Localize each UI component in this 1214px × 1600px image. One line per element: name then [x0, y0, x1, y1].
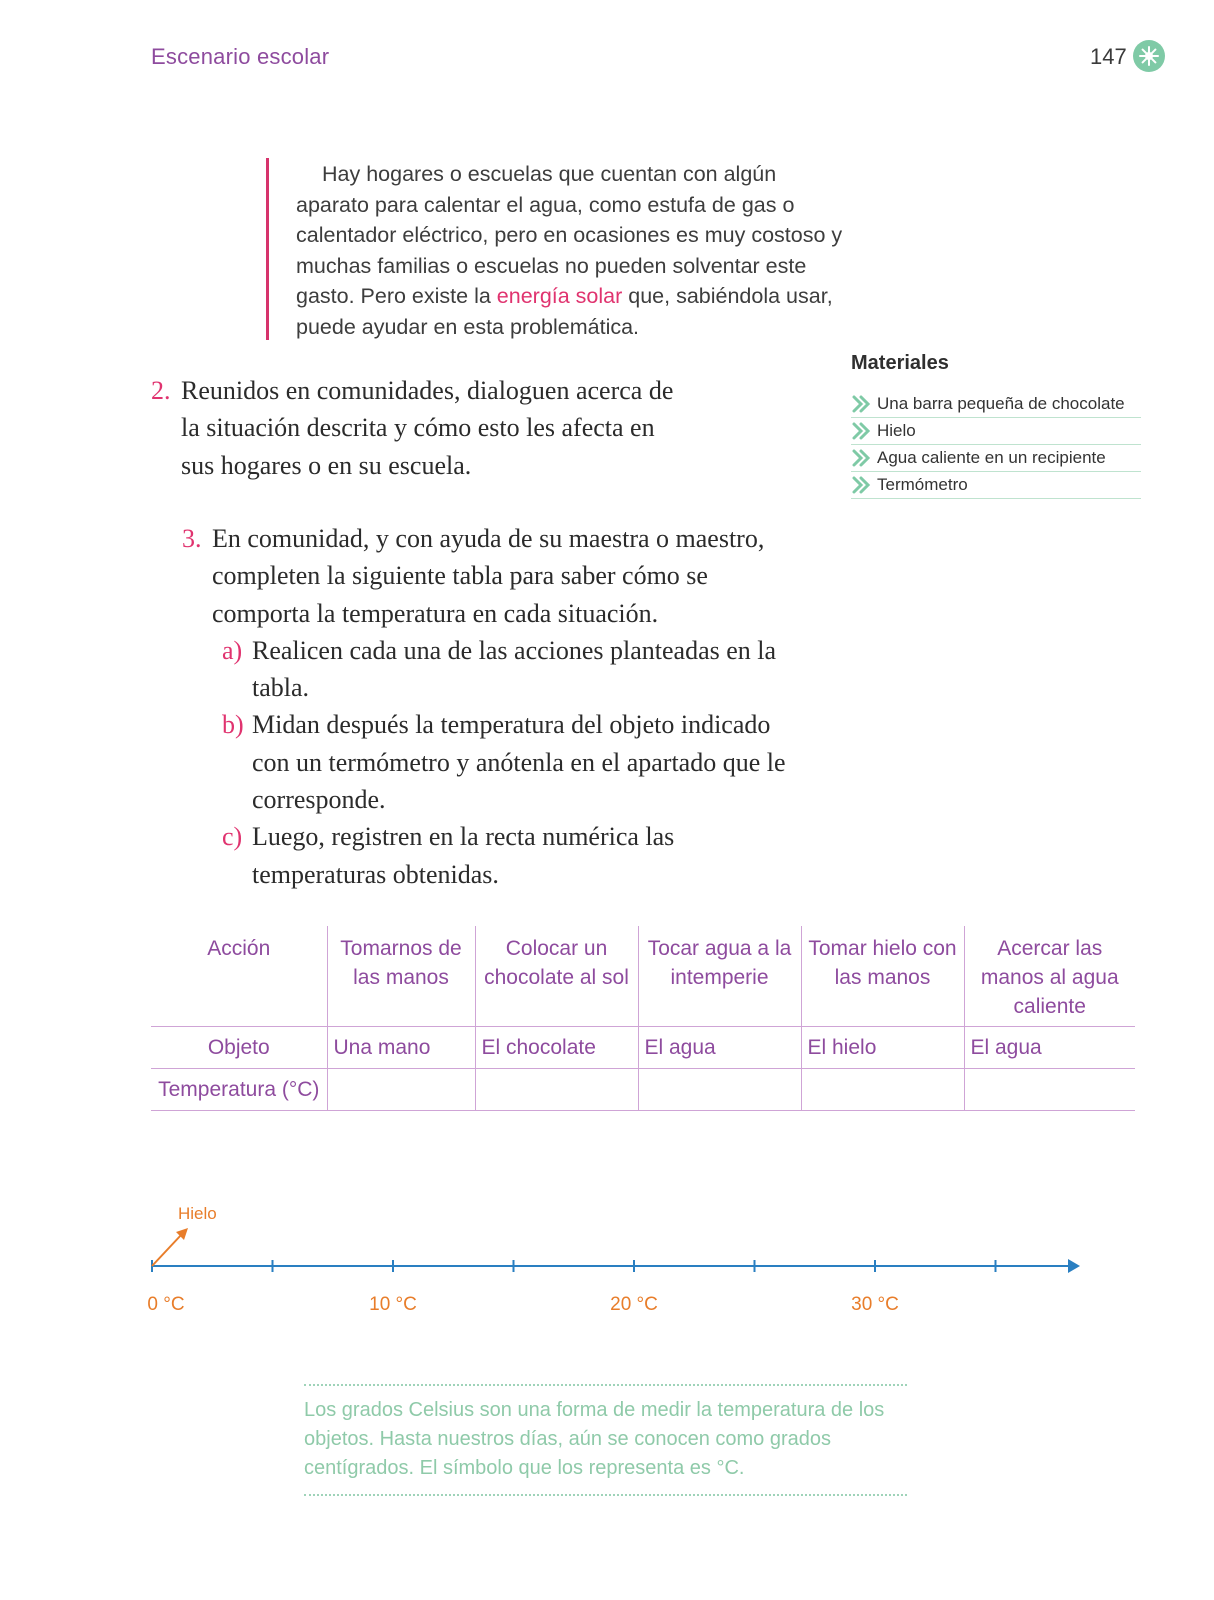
- intro-accent-bar: [266, 158, 269, 340]
- subitem-letter: c): [222, 822, 243, 852]
- table-row-objects: [151, 1027, 1135, 1069]
- activity-number: 2.: [151, 376, 171, 405]
- materials-item-label: Agua caliente en un recipiente: [877, 448, 1106, 467]
- table-cell: El agua: [638, 1027, 801, 1069]
- table-cell: Una mano: [327, 1027, 475, 1069]
- table-row-actions: [151, 926, 1135, 1027]
- subitem-b: [222, 706, 802, 818]
- table-cell: El agua: [964, 1027, 1135, 1069]
- tick-label-0: 0 °C: [147, 1294, 185, 1315]
- temperature-entry-cell[interactable]: [964, 1069, 1135, 1111]
- tick-label-30: 30 °C: [851, 1294, 899, 1315]
- materials-box: [851, 352, 1141, 499]
- temperature-entry-cell[interactable]: [638, 1069, 801, 1111]
- table-header-cell: Tocar agua a la intemperie: [638, 926, 801, 1027]
- subitem-text: Realicen cada una de las acciones planteadas en la tabla.: [252, 635, 777, 703]
- materials-item-label: Termómetro: [877, 475, 968, 494]
- row-label-object: Objeto: [151, 1027, 327, 1069]
- number-line-arrowhead: [1068, 1259, 1080, 1273]
- activity-number: 3.: [182, 524, 202, 553]
- intro-highlight: energía solar: [496, 284, 623, 308]
- tick-label-20: 20 °C: [610, 1294, 658, 1315]
- temperature-entry-cell[interactable]: [327, 1069, 475, 1111]
- activity-text: Reunidos en comunidades, dialoguen acerca de la situación descrita y cómo esto les afecta en sus hogares o en su escuela.: [181, 376, 674, 480]
- subitem-text: Midan después la temperatura del objeto indicado con un termómetro y anótenla en el apartado que le corresponde.: [252, 710, 786, 815]
- intro-text-before: Hay hogares o escuelas que cuentan con algún aparato para calentar el agua, como estufa de gas o calentador eléctrico, pero en ocasiones es muy costoso y muchas familias o escuelas no pueden solventar este gasto. Pero existe la: [296, 162, 843, 308]
- subitem-letter: a): [222, 635, 243, 665]
- temperature-entry-cell[interactable]: [801, 1069, 964, 1111]
- section-title: Escenario escolar: [151, 44, 330, 69]
- intro-paragraph: [296, 159, 846, 342]
- table-cell: El chocolate: [475, 1027, 638, 1069]
- sun-badge-icon: [1133, 40, 1165, 72]
- chevron-right-icon: [851, 394, 871, 414]
- page-number: 147: [1090, 44, 1127, 69]
- table-cell: El hielo: [801, 1027, 964, 1069]
- materials-title: Materiales: [851, 352, 949, 374]
- chevron-right-icon: [851, 448, 871, 468]
- celsius-note: Los grados Celsius son una forma de medir la temperatura de los objetos. Hasta nuestros días, aún se conocen como grados centígrados. El símbolo que los representa es °C.: [304, 1399, 885, 1479]
- table-header-cell: Acercar las manos al agua caliente: [964, 926, 1135, 1027]
- intro-text-after: que, sabiéndola usar, puede ayudar en esta problemática.: [296, 284, 833, 339]
- table-header-cell: Colocar un chocolate al sol: [475, 926, 638, 1027]
- temperature-entry-cell[interactable]: [475, 1069, 638, 1111]
- subitem-a: [222, 632, 802, 707]
- activity-text: [212, 520, 802, 893]
- activity-3: [182, 520, 802, 893]
- number-line-marker-arrow: [152, 1234, 182, 1266]
- row-label-temperature: Temperatura (°C): [151, 1069, 327, 1111]
- number-line: [140, 1215, 1100, 1275]
- materials-item: [851, 445, 1141, 472]
- materials-item: [851, 418, 1141, 445]
- table-row-temperatures: [151, 1069, 1135, 1111]
- materials-item: [851, 472, 1141, 499]
- row-label-action: Acción: [151, 926, 327, 1027]
- materials-item-label: Hielo: [877, 421, 916, 440]
- note-divider-top: [304, 1384, 907, 1386]
- chevron-right-icon: [851, 421, 871, 441]
- temperature-table: [151, 926, 1135, 1111]
- activity-instructions: En comunidad, y con ayuda de su maestra o maestro, completen la siguiente tabla para saber cómo se comporta la temperatura en cada situación.: [212, 524, 765, 628]
- activity-2: [151, 372, 681, 484]
- materials-item: [851, 391, 1141, 418]
- subitem-text: Luego, registren en la recta numérica las temperaturas obtenidas.: [252, 822, 675, 889]
- note-divider-bottom: [304, 1494, 907, 1496]
- subitem-letter: b): [222, 710, 244, 740]
- materials-list: [851, 391, 1141, 499]
- subitem-c: [222, 818, 802, 893]
- number-line-marker-label: Hielo: [178, 1204, 217, 1223]
- table-header-cell: Tomarnos de las manos: [327, 926, 475, 1027]
- table-header-cell: Tomar hielo con las manos: [801, 926, 964, 1027]
- tick-label-10: 10 °C: [369, 1294, 417, 1315]
- materials-item-label: Una barra pequeña de chocolate: [877, 394, 1125, 413]
- chevron-right-icon: [851, 475, 871, 495]
